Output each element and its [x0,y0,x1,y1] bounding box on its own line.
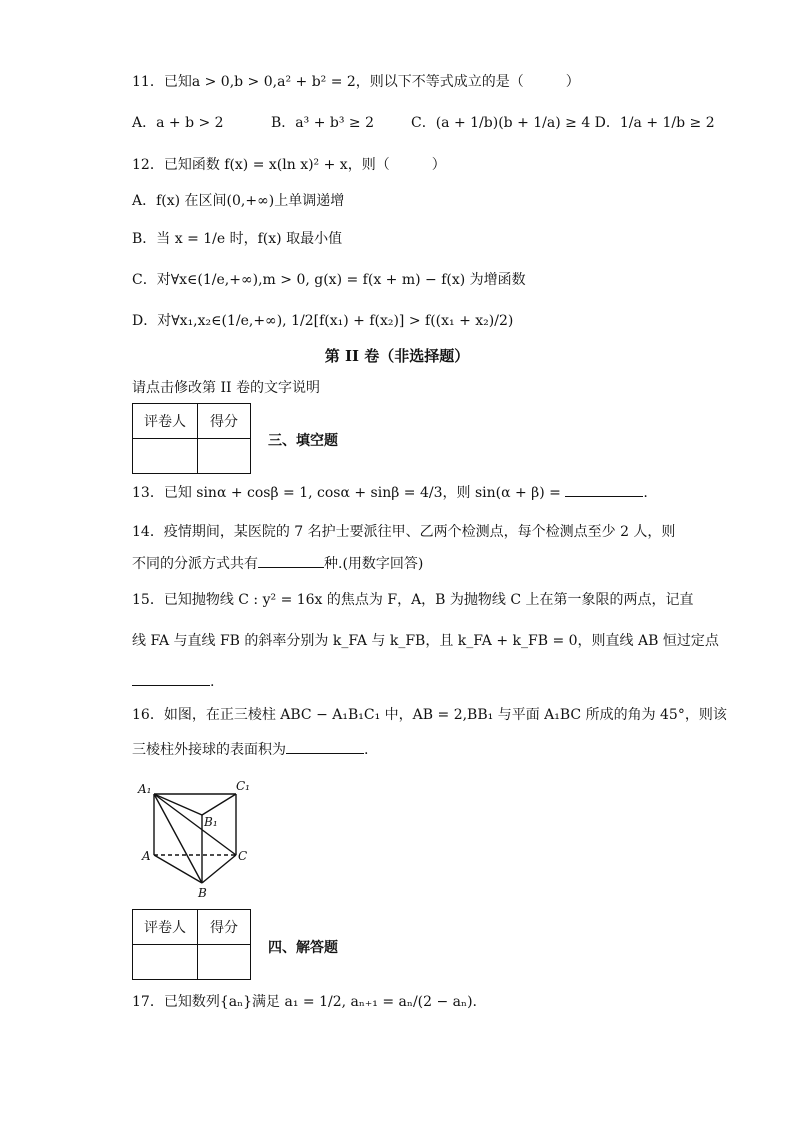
section-4-heading: 四、解答题 [268,940,338,956]
q11-option-a: A．a + b > 2 [132,115,224,131]
score-table-score-header: 得分 [198,910,251,945]
label-c: C [238,849,248,863]
q11-stem: 11．已知a > 0,b > 0,a² + b² = 2，则以下不等式成立的是（ ） [132,74,580,90]
edge-b-c [202,855,236,883]
label-a1: A₁ [138,782,152,796]
q11-option-cd: C．(a + 1/b)(b + 1/a) ≥ 4 D．1/a + 1/b ≥ 2 [411,115,715,131]
q12-option-b: B．当 x = 1/e 时，f(x) 取最小值 [132,231,343,247]
label-b: B [198,886,207,900]
q12-option-c: C．对∀x∈(1/e,+∞),m > 0, g(x) = f(x + m) − f(x) 为增函数 [132,272,526,288]
score-table-grader-header: 评卷人 [133,910,198,945]
score-table-grader-cell [133,439,198,474]
q17: 17．已知数列{aₙ}满足 a₁ = 1/2, aₙ₊₁ = aₙ/(2 − aₙ). [132,994,477,1010]
q12-option-a: A．f(x) 在区间(0,+∞)上单调递增 [132,193,345,209]
q13: 13．已知 sinα + cosβ = 1, cosα + sinβ = 4/3，则 sin(α + β) = . [132,482,648,503]
score-table-1 [132,403,251,474]
label-a: A [142,849,151,863]
edge-a1-c [154,794,236,855]
q14-text-a: 不同的分派方式共有 [132,556,258,572]
prism-figure [132,778,262,903]
q13-answer-blank [565,482,643,497]
q16-answer-blank [286,739,364,754]
score-table-2 [132,909,251,980]
q15-line1: 15．已知抛物线 C : y² = 16x 的焦点为 F，A，B 为抛物线 C 上在第一象限的两点，记直 [132,592,694,608]
label-b1: B₁ [204,815,218,829]
q14-line2 [132,553,423,574]
q14-line1: 14．疫情期间，某医院的 7 名护士要派往甲、乙两个检测点，每个检测点至少 2 人，则 [132,524,676,540]
q16-text-a: 三棱柱外接球的表面积为 [132,742,286,758]
score-table-grader-cell [133,945,198,980]
part2-title: 第 II 卷（非选择题） [324,347,470,365]
q12-option-d: D．对∀x₁,x₂∈(1/e,+∞), 1/2[f(x₁) + f(x₂)] > f((x₁ + x₂)/2) [132,313,514,329]
q16-line2: 三棱柱外接球的表面积为 . [132,739,368,760]
q14-text-b: 种.(用数字回答) [324,556,424,572]
score-table-score-cell [198,945,251,980]
q15-line2: 线 FA 与直线 FB 的斜率分别为 k_FA 与 k_FB，且 k_FA + k_FB = 0，则直线 AB 恒过定点 [132,633,719,649]
score-table-score-header: 得分 [198,404,251,439]
score-table-score-cell [198,439,251,474]
q14-answer-blank [258,553,324,568]
q15-answer-blank [132,671,210,686]
q15-line3: . [132,671,214,692]
q16-line1: 16．如图，在正三棱柱 ABC − A₁B₁C₁ 中，AB = 2,BB₁ 与平面 A₁BC 所成的角为 45°，则该 [132,707,727,723]
q12-stem: 12．已知函数 f(x) = x(ln x)² + x，则（ ） [132,157,446,173]
q11-option-b: B．a³ + b³ ≥ 2 [271,115,374,131]
edge-b1-c1 [202,794,236,815]
q13-text: 13．已知 sinα + cosβ = 1, cosα + sinβ = 4/3，则 sin(α + β) = [132,485,566,501]
score-table-grader-header: 评卷人 [133,404,198,439]
label-c1: C₁ [236,779,250,793]
part2-note: 请点击修改第 II 卷的文字说明 [132,380,320,396]
section-3-heading: 三、填空题 [268,433,338,449]
